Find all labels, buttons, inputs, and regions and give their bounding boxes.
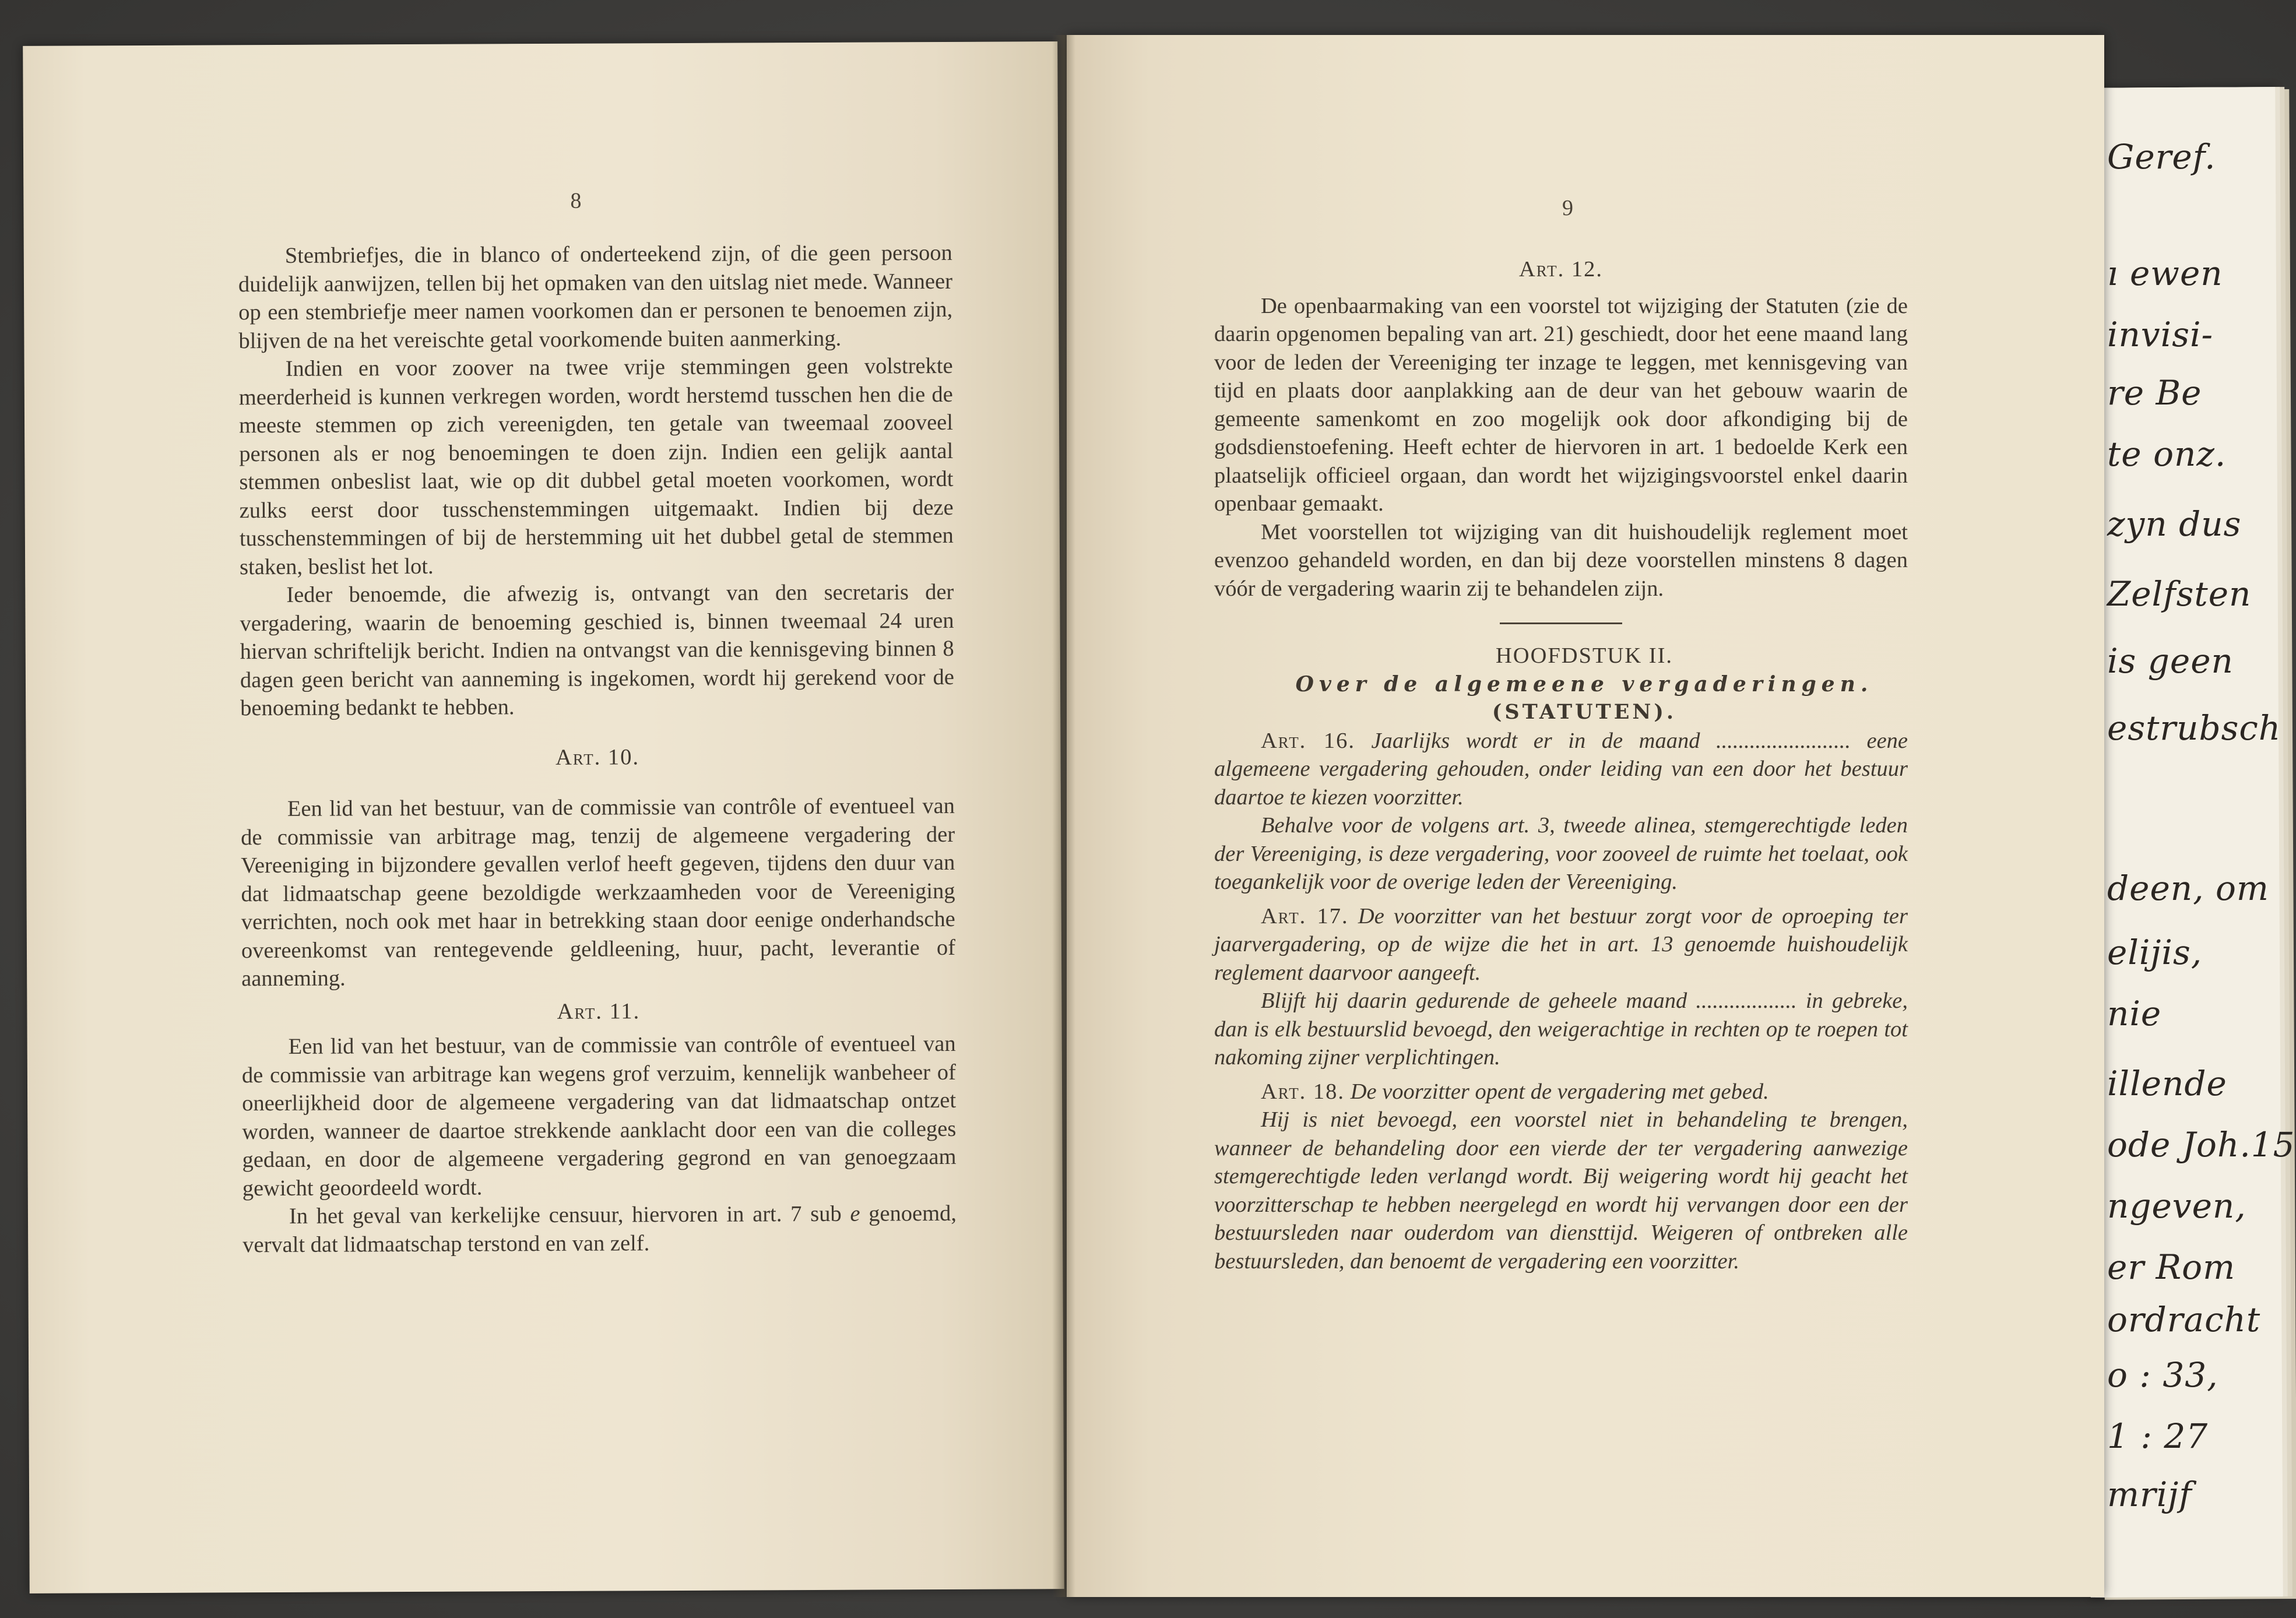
paragraph — [1214, 727, 1908, 812]
page-number: 8 — [570, 188, 582, 213]
handwritten-line: o : 33, — [2107, 1355, 2218, 1395]
paragraph: Behalve voor de volgens art. 3, tweede alinea, stemgerechtigde leden der Vereeniging, is deze vergadering, voor zooveel de ruimte het toelaat, ook toegankelijk voor de overige leden der Vereeniging. — [1214, 813, 1908, 894]
handwritten-line: re Be — [2107, 373, 2202, 413]
book-gutter — [1052, 35, 1075, 1597]
chapter-subtitle: (STATUTEN). — [1492, 700, 1677, 724]
paragraph: Met voorstellen tot wijziging van dit huishoudelijk reglement moet evenzoo gehandeld worden, en dan bij deze voorstellen minstens 8 dagen vóór de vergadering waarin zij te behandelen zijn. — [1214, 519, 1908, 601]
article-label: Art. 16. — [1261, 728, 1355, 753]
handwritten-line: Zelfsten — [2107, 574, 2252, 614]
handwritten-line: mrijf — [2107, 1475, 2192, 1514]
handwritten-line: Geref. — [2107, 137, 2216, 177]
paragraph: Een lid van het bestuur, van de commissie van contrôle of eventueel van de commissie van arbitrage mag, tenzij de algemeene vergadering der Vereeniging in bijzondere gevallen verlof heeft gegeven, tijdens den duur van dat lidmaatschap geene bezoldigde werkzaamheden voor de Vereeniging verrichten, noch ook met haar in betrekking staan door eenige onderhandsche overeenkomst van rentegevende geldleening, huur, pacht, leverantie of aanneming. — [241, 793, 956, 991]
paragraph — [1214, 1078, 1908, 1106]
left-page-text — [238, 239, 957, 1259]
handwritten-line: te onz. — [2107, 434, 2227, 474]
paragraph — [1214, 902, 1908, 987]
handwritten-line: is geen — [2107, 641, 2234, 681]
paragraph: Hij is niet bevoegd, een voorstel niet in behandeling te brengen, wanneer de behandeling door een vierde der ter vergadering aanwezige stemgerechtigde leden verlangd wordt. Bij weigering wordt hij geacht het voorzitterschap te hebben neergelegd en wordt hij vervangen door een der bestuursleden naar ouderdom van diensttijd. Weigeren of ontbreken alle bestuursleden, dan benoemt de vergadering een voorzitter. — [1214, 1107, 1908, 1274]
paragraph: Een lid van het bestuur, van de commissie van contrôle of eventueel van de commissie van arbitrage kan wegens grof verzuim, kennelijk wanbeheer of oneerlijkheid door de algemeene vergadering van dat lidmaatschap ontzet worden, wanneer de daartoe strekkende aanklacht door een van die colleges gedaan, en door de algemeene vergadering gegrond en van genoegzaam gewicht geoordeeld wordt. — [241, 1031, 957, 1201]
paragraph: Indien en voor zoover na twee vrije stemmingen geen volstrekte meerderheid is kunnen verkregen worden, wordt herstemd tusschen hen die de meeste stemmen op zich vereenigden, ten getale van tweemaal zooveel personen als er nog benoemingen te doen zijn. Indien een gelijk aantal stemmen onbeslist laat, wie op dit dubbel getal moeten voorkomen, wordt zulks eerst door tusschenstemmingen uitgemaakt. Indien bij deze tusschenstemmingen of bij de herstemming uit het dubbel getal de stemmen staken, beslist het lot. — [238, 353, 954, 579]
paragraph: Stembriefjes, die in blanco of onderteekend zijn, of die geen persoon duidelijk aanwijzen, tellen bij het opmaken van den uitslag niet mede. Wanneer op een stembriefje meer namen voorkomen dan er personen te benoemen zijn, blijven de na het vereischte getal voorkomende buiten aanmerking. — [238, 240, 953, 353]
handwritten-line: invisi- — [2107, 315, 2214, 354]
paragraph: Ieder benoemde, die afwezig is, ontvangt van den secretaris der vergadering, waarin de benoeming geschied is, binnen tweemaal 24 uren hiervan schriftelijk bericht. Indien na ontvangst van die kennisgeving binnen 8 dagen geen bericht van aanneming is ingekomen, wordt hij gerekend voor de benoeming bedankt te hebben. — [240, 579, 955, 721]
handwritten-line: estrubsch — [2107, 708, 2281, 748]
article-label: Art. 18. — [1261, 1079, 1345, 1104]
text-run: genoemd, vervalt dat lidmaatschap terstond en van zelf. — [242, 1201, 957, 1257]
text-run-italic: Jaarlijks wordt er in de maand ........................ eene algemeene vergadering gehouden, onder leiding van een door het bestuur daartoe te kiezen voorzitter. — [1214, 728, 1908, 810]
handwritten-line: zyn dus — [2107, 504, 2242, 544]
handwritten-line: deen, om — [2107, 868, 2269, 908]
section-divider — [1500, 622, 1622, 624]
handwritten-line: ı ewen — [2107, 254, 2223, 293]
right-page-text — [1214, 255, 1908, 1275]
handwritten-line: ordracht — [2107, 1300, 2261, 1339]
handwritten-line: ode Joh.15 — [2107, 1125, 2295, 1165]
chapter-heading: HOOFDSTUK II. — [1495, 643, 1673, 668]
handwritten-line: ngeven, — [2107, 1186, 2246, 1226]
handwritten-line: 1 : 27 — [2107, 1416, 2209, 1456]
paragraph: Blijft hij daarin gedurende de geheele maand .................. in gebreke, dan is elk bestuurslid bevoegd, den weigerachtige in rechten op te roepen tot nakoming zijner verplichtingen. — [1214, 989, 1908, 1070]
handwritten-line: nie — [2107, 994, 2162, 1033]
article-heading: Art. 10. — [555, 744, 640, 770]
text-run-italic: e — [850, 1201, 860, 1226]
paragraph — [242, 1200, 957, 1259]
chapter-title: Over de algemeene vergaderingen. — [1295, 671, 1873, 697]
right-page — [1067, 35, 2104, 1597]
handwritten-line: elijis, — [2107, 933, 2203, 972]
article-heading: Art. 11. — [557, 998, 641, 1024]
paragraph: De openbaarmaking van een voorstel tot wijziging der Statuten (zie de daarin opgenomen bepaling van art. 21) geschiedt, door het eene maand lang voor de leden der Vereeniging ter inzage te leggen, met kennisgeving van tijd en plaats door aanplakking aan de deur van het gebouw waarin de gemeente samenkomt en zoo mogelijk ook door afkondiging bij de godsdienstoefening. Heeft echter de hiervoren in art. 1 bedoelde Kerk een plaatselijk officieel orgaan, dan wordt het wijzigingsvoorstel enkel daarin openbaar gemaakt. — [1214, 293, 1908, 516]
article-heading: Art. 12. — [1518, 257, 1604, 282]
text-run-italic: De voorzitter opent de vergadering met gebed. — [1350, 1079, 1769, 1104]
handwritten-line: er Rom — [2107, 1247, 2236, 1287]
page-number: 9 — [1562, 196, 1573, 220]
handwritten-line: illende — [2107, 1064, 2227, 1103]
text-run-italic: De voorzitter van het bestuur zorgt voor de oproeping ter jaarvergadering, op de wijze die het in art. 13 genoemde huishoudelijk reglement daarvoor aangeeft. — [1214, 903, 1908, 985]
left-page — [23, 41, 1064, 1594]
text-run: In het geval van kerkelijke censuur, hiervoren in art. 7 sub — [289, 1201, 850, 1229]
article-label: Art. 17. — [1261, 903, 1349, 928]
